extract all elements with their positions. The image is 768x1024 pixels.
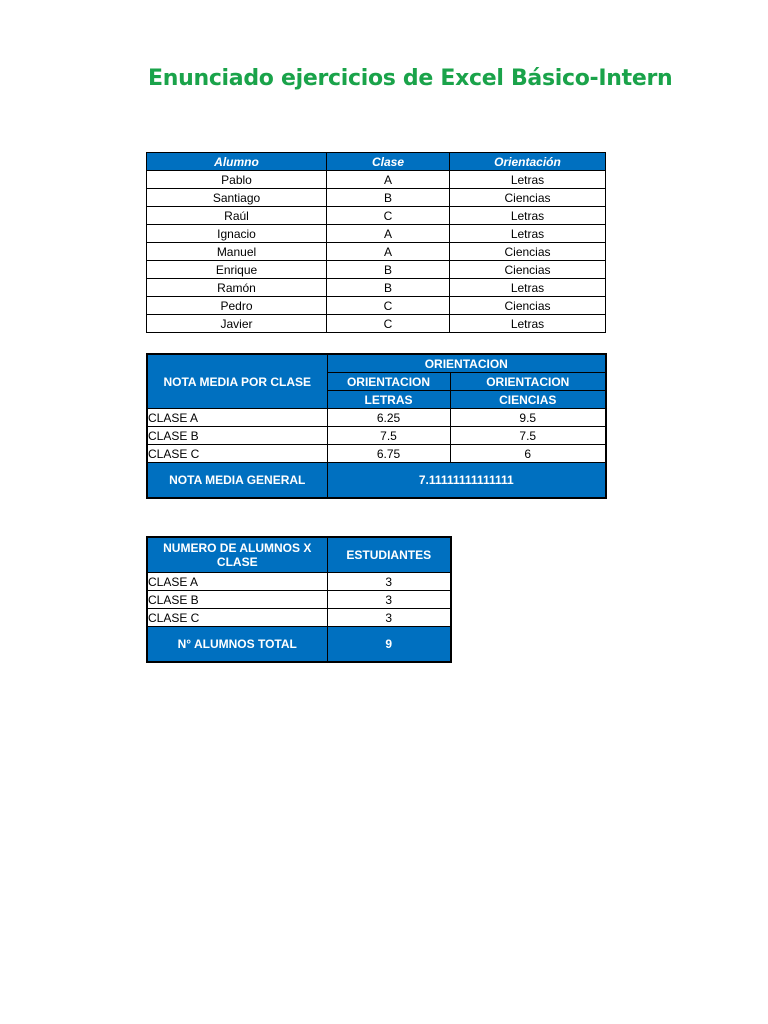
student-orientation: Ciencias — [450, 297, 606, 315]
page-title: Enunciado ejercicios de Excel Básico-Intern — [148, 66, 673, 91]
student-class: A — [327, 171, 450, 189]
student-name: Santiago — [147, 189, 327, 207]
table-row — [147, 573, 451, 591]
table-row — [147, 261, 606, 279]
avg-letras-value: 6.75 — [327, 445, 450, 463]
count-row-header: NUMERO DE ALUMNOS X CLASE — [147, 537, 327, 573]
count-col-header: ESTUDIANTES — [327, 537, 451, 573]
table-row — [147, 591, 451, 609]
average-grade-table — [146, 353, 607, 499]
student-orientation: Letras — [450, 225, 606, 243]
student-name: Pedro — [147, 297, 327, 315]
table-row — [147, 171, 606, 189]
student-count-table — [146, 536, 452, 663]
avg-ciencias-value: 9.5 — [450, 409, 606, 427]
general-average-row — [147, 463, 606, 499]
student-class: B — [327, 189, 450, 207]
total-students-row — [147, 627, 451, 663]
avg-group-header: ORIENTACION — [327, 354, 606, 373]
count-value: 3 — [327, 609, 451, 627]
table-row — [147, 445, 606, 463]
student-class: C — [327, 207, 450, 225]
student-orientation: Letras — [450, 315, 606, 333]
avg-class-label: CLASE B — [147, 427, 327, 445]
header-orientacion: Orientación — [450, 153, 606, 171]
avg-ciencias-value: 6 — [450, 445, 606, 463]
table-row — [147, 279, 606, 297]
count-class-label: CLASE A — [147, 573, 327, 591]
student-name: Raúl — [147, 207, 327, 225]
student-class: B — [327, 261, 450, 279]
avg-class-label: CLASE A — [147, 409, 327, 427]
student-name: Pablo — [147, 171, 327, 189]
total-students-label: N° ALUMNOS TOTAL — [147, 627, 327, 663]
student-orientation: Letras — [450, 279, 606, 297]
student-class: A — [327, 243, 450, 261]
count-class-label: CLASE B — [147, 591, 327, 609]
student-orientation: Ciencias — [450, 189, 606, 207]
students-table — [146, 152, 606, 333]
student-orientation: Letras — [450, 171, 606, 189]
count-value: 3 — [327, 591, 451, 609]
student-orientation: Letras — [450, 207, 606, 225]
student-name: Ramón — [147, 279, 327, 297]
table-row — [147, 243, 606, 261]
count-value: 3 — [327, 573, 451, 591]
student-class: A — [327, 225, 450, 243]
student-orientation: Ciencias — [450, 261, 606, 279]
student-class: B — [327, 279, 450, 297]
table-row — [147, 225, 606, 243]
table-row — [147, 297, 606, 315]
avg-letras-value: 6.25 — [327, 409, 450, 427]
student-orientation: Ciencias — [450, 243, 606, 261]
students-header-row — [147, 153, 606, 171]
avg-subheader-ciencias: CIENCIAS — [450, 391, 606, 409]
table-row — [147, 189, 606, 207]
avg-col-header-letras: ORIENTACION — [327, 373, 450, 391]
avg-class-label: CLASE C — [147, 445, 327, 463]
student-name: Enrique — [147, 261, 327, 279]
student-class: C — [327, 315, 450, 333]
count-class-label: CLASE C — [147, 609, 327, 627]
total-students-value: 9 — [327, 627, 451, 663]
avg-ciencias-value: 7.5 — [450, 427, 606, 445]
avg-col-header-ciencias: ORIENTACION — [450, 373, 606, 391]
table-row — [147, 315, 606, 333]
header-alumno: Alumno — [147, 153, 327, 171]
header-clase: Clase — [327, 153, 450, 171]
table-row — [147, 427, 606, 445]
table-row — [147, 609, 451, 627]
table-row — [147, 409, 606, 427]
general-average-label: NOTA MEDIA GENERAL — [147, 463, 327, 499]
avg-letras-value: 7.5 — [327, 427, 450, 445]
general-average-value: 7.11111111111111 — [327, 463, 606, 499]
student-name: Manuel — [147, 243, 327, 261]
student-name: Ignacio — [147, 225, 327, 243]
avg-subheader-letras: LETRAS — [327, 391, 450, 409]
avg-row-header: NOTA MEDIA POR CLASE — [147, 354, 327, 409]
student-name: Javier — [147, 315, 327, 333]
table-row — [147, 207, 606, 225]
student-class: C — [327, 297, 450, 315]
